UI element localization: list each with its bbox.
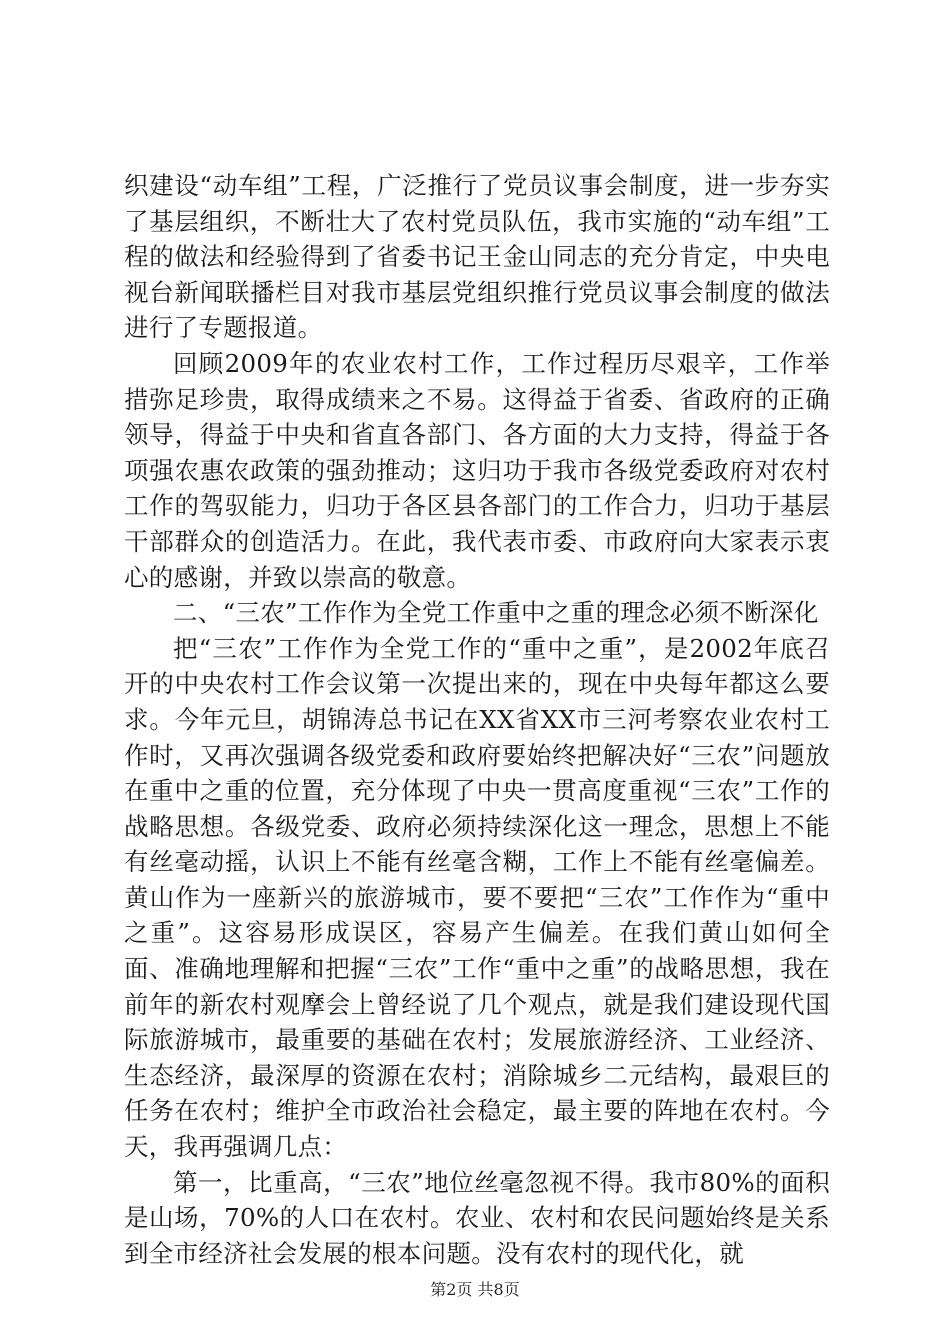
document-body xyxy=(124,168,830,1271)
section-heading-two: 二、“三农”工作作为全党工作重中之重的理念必须不断深化 xyxy=(173,598,819,628)
paragraph-priority-concept: 把“三农”工作作为全党工作的“重中之重”，是2002年底召开的中央农村工作会议第一次提出来的，现在中央每年都这么要求。今年元旦，胡锦涛总书记在XX省XX市三河考察农业农村工作时，又再次强调各级党委和政府要始终把解决好“三农”问题放在重中之重的位置，充分体现了中央一贯高度重视“三农”工作的战略思想。各级党委、政府必须持续深化这一理念，思想上不能有丝毫动摇，认识上不能有丝毫含糊，工作上不能有丝毫偏差。黄山作为一座新兴的旅游城市，要不要把“三农”工作作为“重中之重”。这容易形成误区，容易产生偏差。在我们黄山如何全面、准确地理解和把握“三农”工作“重中之重”的战略思想，我在前年的新农村观摩会上曾经说了几个观点，就是我们建设现代国际旅游城市，最重要的基础在农村；发展旅游经济、工业经济、生态经济，最深厚的资源在农村；消除城乡二元结构，最艰巨的任务在农村；维护全市政治社会稳定，最主要的阵地在农村。今天，我再强调几点： xyxy=(124,633,830,1162)
paragraph-continuation: 织建设“动车组”工程，广泛推行了党员议事会制度，进一步夯实了基层组织，不断壮大了农村党员队伍，我市实施的“动车组”工程的做法和经验得到了省委书记王金山同志的充分肯定，中央电视台新闻联播栏目对我市基层党组织推行党员议事会制度的做法进行了专题报道。 xyxy=(124,171,830,343)
page-number-label: 第2页 共8页 xyxy=(430,1280,520,1299)
paragraph-review-2009: 回顾2009年的农业农村工作，工作过程历尽艰辛，工作举措弥足珍贵，取得成绩来之不易。这得益于省委、省政府的正确领导，得益于中央和省直各部门、各方面的大力支持，得益于各项强农惠农政策的强劲推动；这归功于我市各级党委政府对农村工作的驾驭能力，归功于各区县各部门的工作合力，归功于基层干部群众的创造活力。在此，我代表市委、市政府向大家表示衷心的感谢，并致以崇高的敬意。 xyxy=(124,348,830,592)
page-footer xyxy=(0,1280,950,1300)
paragraph-point-one: 第一，比重高，“三农”地位丝毫忽视不得。我市80%的面积是山场，70%的人口在农村。农业、农村和农民问题始终是关系到全市经济社会发展的根本问题。没有农村的现代化，就 xyxy=(124,1167,830,1268)
